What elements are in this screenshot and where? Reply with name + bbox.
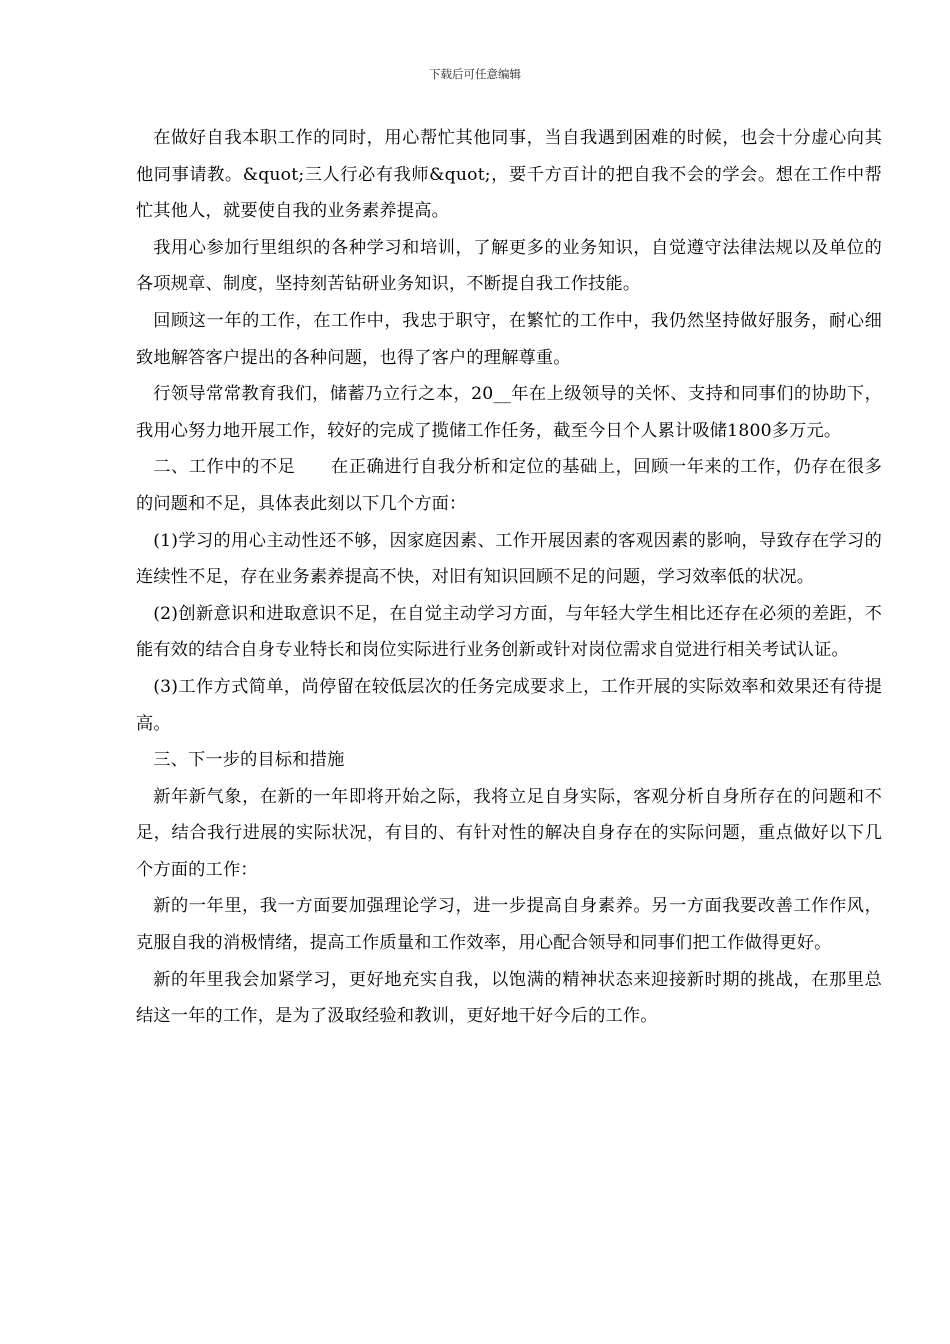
paragraph-deposit-results: 行领导常常教育我们，储蓄乃立行之本，20__年在上级领导的关怀、支持和同事们的协助下，我用心努力地开展工作，较好的完成了揽储工作任务，截至今日个人累计吸储1800多万元。 [136,384,882,441]
paragraph-help-colleagues: 在做好自我本职工作的同时，用心帮忙其他同事，当自我遇到困难的时候，也会十分虚心向其他同事请教。&quot;三人行必有我师&quot;，要千方百计的把自我不会的学会。想在工作中帮忙其他人，就要使自我的业务素养提高。 [136,128,882,222]
page-header: 下载后可任意编辑 [429,67,521,81]
list-item-shortcoming-3: (3)工作方式简单，尚停留在较低层次的任务完成要求上，工作开展的实际效率和效果还有待提高。 [136,676,882,734]
paragraph-improvement: 新的一年里，我一方面要加强理论学习，进一步提高自身素养。另一方面我要改善工作作风，克服自我的消极情绪，提高工作质量和工作效率，用心配合领导和同事们把工作做得更好。 [136,896,882,954]
paragraph-review-year: 回顾这一年的工作，在工作中，我忠于职守，在繁忙的工作中，我仍然坚持做好服务，耐心细致地解答客户提出的各种问题，也得了客户的理解尊重。 [136,310,882,368]
section-heading-shortcomings: 二、工作中的不足 在正确进行自我分析和定位的基础上，回顾一年来的工作，仍存在很多的问题和不足，具体表此刻以下几个方面： [136,457,882,514]
paragraph-training: 我用心参加行里组织的各种学习和培训，了解更多的业务知识，自觉遵守法律法规以及单位的各项规章、制度，坚持刻苦钻研业务知识，不断提自我工作技能。 [136,237,882,295]
list-item-shortcoming-2: (2)创新意识和进取意识不足，在自觉主动学习方面，与年轻大学生相比还存在必须的差距，不能有效的结合自身专业特长和岗位实际进行业务创新或针对岗位需求自觉进行相关考试认证。 [136,603,882,661]
paragraph-conclusion: 新的年里我会加紧学习，更好地充实自我，以饱满的精神状态来迎接新时期的挑战，在那里总结这一年的工作，是为了汲取经验和教训，更好地干好今后的工作。 [136,969,882,1027]
document-body [136,120,882,1035]
list-item-shortcoming-1: (1)学习的用心主动性还不够，因家庭因素、工作开展因素的客观因素的影响，导致存在学习的连续性不足，存在业务素养提高不快，对旧有知识回顾不足的问题，学习效率低的状况。 [136,530,882,588]
section-heading-next-steps: 三、下一步的目标和措施 [153,750,345,771]
paragraph-new-year: 新年新气象，在新的一年即将开始之际，我将立足自身实际，客观分析自身所存在的问题和不足，结合我行进展的实际状况，有目的、有针对性的解决自身存在的实际问题，重点做好以下几个方面的工作： [136,786,882,880]
